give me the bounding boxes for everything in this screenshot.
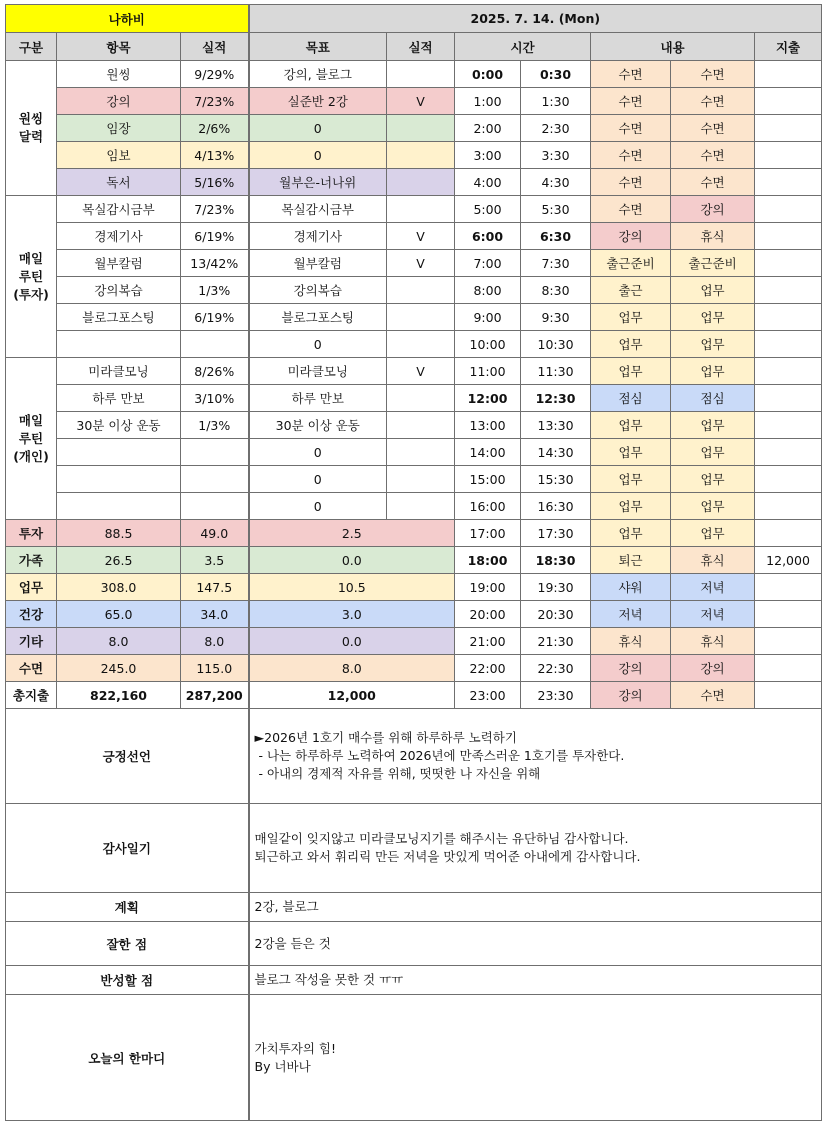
goal-cell[interactable]: 하루 만보 (249, 385, 387, 412)
activity-second-half[interactable]: 업무 (671, 493, 755, 520)
table-row (6, 412, 822, 439)
activity-second-half[interactable]: 수면 (671, 142, 755, 169)
activity-first-half[interactable]: 수면 (591, 61, 671, 88)
table-row (6, 142, 822, 169)
summary-label: 업무 (6, 574, 57, 601)
time-end: 20:30 (521, 601, 591, 628)
note-line: - 나는 하루하루 노력하여 2026년에 만족스러운 1호기를 투자한다. (254, 748, 625, 763)
table-row (6, 628, 822, 655)
activity-second-half[interactable]: 업무 (671, 277, 755, 304)
activity-second-half[interactable]: 수면 (671, 682, 755, 709)
daily-planner-sheet (5, 4, 822, 1121)
activity-first-half[interactable]: 업무 (591, 520, 671, 547)
activity-first-half[interactable]: 업무 (591, 493, 671, 520)
time-start: 15:00 (455, 466, 521, 493)
expense-cell[interactable] (755, 412, 822, 439)
check-cell[interactable] (387, 196, 455, 223)
note-line: ►2026년 1호기 매수를 위해 하루하루 노력하기 (254, 730, 517, 745)
category-routine-personal: 매일 루틴 (개인) (6, 358, 57, 520)
table-row (6, 61, 822, 88)
expense-cell[interactable] (755, 439, 822, 466)
expense-cell[interactable] (755, 601, 822, 628)
actual-cell[interactable]: 9/29% (181, 61, 249, 88)
item-cell[interactable] (57, 493, 181, 520)
col-header-goal: 목표 (249, 33, 387, 61)
activity-second-half[interactable]: 업무 (671, 439, 755, 466)
time-start: 10:00 (455, 331, 521, 358)
summary-actual[interactable]: 147.5 (181, 574, 249, 601)
time-end: 5:30 (521, 196, 591, 223)
item-cell[interactable]: 하루 만보 (57, 385, 181, 412)
activity-second-half[interactable]: 수면 (671, 115, 755, 142)
check-cell[interactable] (387, 277, 455, 304)
expense-cell[interactable] (755, 196, 822, 223)
summary-actual[interactable]: 34.0 (181, 601, 249, 628)
check-cell[interactable]: V (387, 358, 455, 385)
check-cell[interactable] (387, 385, 455, 412)
col-header-category: 구분 (6, 33, 57, 61)
note-content[interactable] (249, 804, 822, 893)
summary-label: 총지출 (6, 682, 57, 709)
summary-total[interactable]: 308.0 (57, 574, 181, 601)
expense-cell[interactable] (755, 493, 822, 520)
time-end: 8:30 (521, 277, 591, 304)
time-start: 4:00 (455, 169, 521, 196)
time-end: 21:30 (521, 628, 591, 655)
note-label: 긍정선언 (6, 709, 249, 804)
time-end: 7:30 (521, 250, 591, 277)
check-cell[interactable]: V (387, 250, 455, 277)
activity-first-half[interactable]: 업무 (591, 439, 671, 466)
check-cell[interactable] (387, 466, 455, 493)
goal-cell[interactable]: 월부칼럼 (249, 250, 387, 277)
date-cell[interactable]: 2025. 7. 14. (Mon) (249, 5, 822, 33)
time-end: 13:30 (521, 412, 591, 439)
activity-first-half[interactable]: 업무 (591, 358, 671, 385)
item-cell[interactable]: 월부칼럼 (57, 250, 181, 277)
note-line: 가치투자의 힘! (254, 1040, 336, 1056)
actual-cell[interactable]: 4/13% (181, 142, 249, 169)
time-start: 21:00 (455, 628, 521, 655)
activity-second-half[interactable]: 강의 (671, 196, 755, 223)
activity-first-half[interactable]: 출근 (591, 277, 671, 304)
activity-second-half[interactable]: 업무 (671, 520, 755, 547)
expense-cell[interactable] (755, 520, 822, 547)
check-cell[interactable] (387, 61, 455, 88)
goal-cell[interactable]: 강의, 블로그 (249, 61, 387, 88)
note-line: 퇴근하고 와서 휘리릭 만든 저녁을 맛있게 먹어준 아내에게 감사합니다. (254, 849, 641, 864)
note-label: 반성할 점 (6, 966, 249, 995)
item-cell[interactable]: 임보 (57, 142, 181, 169)
expense-cell[interactable] (755, 142, 822, 169)
note-row (6, 804, 822, 893)
expense-cell[interactable] (755, 88, 822, 115)
time-start: 16:00 (455, 493, 521, 520)
time-end: 11:30 (521, 358, 591, 385)
item-cell[interactable] (57, 439, 181, 466)
expense-cell[interactable]: 12,000 (755, 547, 822, 574)
check-cell[interactable] (387, 331, 455, 358)
time-start: 13:00 (455, 412, 521, 439)
item-cell[interactable] (57, 331, 181, 358)
check-cell[interactable] (387, 142, 455, 169)
item-cell[interactable]: 목실감시금부 (57, 196, 181, 223)
item-cell[interactable]: 강의 (57, 88, 181, 115)
check-cell[interactable] (387, 169, 455, 196)
goal-cell[interactable]: 0 (249, 466, 387, 493)
goal-cell[interactable]: 강의복습 (249, 277, 387, 304)
activity-first-half[interactable]: 출근준비 (591, 250, 671, 277)
expense-cell[interactable] (755, 331, 822, 358)
check-cell[interactable]: V (387, 88, 455, 115)
note-row (6, 893, 822, 922)
goal-cell[interactable]: 30분 이상 운동 (249, 412, 387, 439)
time-end: 15:30 (521, 466, 591, 493)
activity-second-half[interactable]: 업무 (671, 331, 755, 358)
summary-total[interactable]: 26.5 (57, 547, 181, 574)
time-start: 20:00 (455, 601, 521, 628)
actual-cell[interactable]: 1/3% (181, 412, 249, 439)
activity-second-half[interactable]: 저녁 (671, 601, 755, 628)
actual-cell[interactable] (181, 493, 249, 520)
time-start: 14:00 (455, 439, 521, 466)
summary-label: 기타 (6, 628, 57, 655)
time-start: 5:00 (455, 196, 521, 223)
item-cell[interactable]: 임장 (57, 115, 181, 142)
check-cell[interactable] (387, 115, 455, 142)
summary-total[interactable]: 245.0 (57, 655, 181, 682)
time-start: 8:00 (455, 277, 521, 304)
time-start: 19:00 (455, 574, 521, 601)
note-row (6, 995, 822, 1121)
note-label: 계획 (6, 893, 249, 922)
activity-first-half[interactable]: 휴식 (591, 628, 671, 655)
time-end: 14:30 (521, 439, 591, 466)
note-label: 감사일기 (6, 804, 249, 893)
expense-cell[interactable] (755, 655, 822, 682)
note-row (6, 966, 822, 995)
summary-total[interactable]: 88.5 (57, 520, 181, 547)
activity-first-half[interactable]: 퇴근 (591, 547, 671, 574)
activity-first-half[interactable]: 업무 (591, 304, 671, 331)
activity-second-half[interactable]: 업무 (671, 358, 755, 385)
time-end: 22:30 (521, 655, 591, 682)
time-start: 1:00 (455, 88, 521, 115)
note-label: 오늘의 한마디 (6, 995, 249, 1121)
check-cell[interactable]: V (387, 223, 455, 250)
actual-cell[interactable]: 7/23% (181, 88, 249, 115)
activity-first-half[interactable]: 저녁 (591, 601, 671, 628)
col-header-expense: 지출 (755, 33, 822, 61)
time-start: 9:00 (455, 304, 521, 331)
table-row (6, 493, 822, 520)
actual-cell[interactable] (181, 466, 249, 493)
expense-cell[interactable] (755, 250, 822, 277)
col-header-actual-check: 실적 (387, 33, 455, 61)
time-end: 6:30 (521, 223, 591, 250)
time-start: 6:00 (455, 223, 521, 250)
time-end: 16:30 (521, 493, 591, 520)
time-end: 1:30 (521, 88, 591, 115)
activity-first-half[interactable]: 수면 (591, 88, 671, 115)
activity-second-half[interactable]: 강의 (671, 655, 755, 682)
check-cell[interactable] (387, 304, 455, 331)
note-line: 2강, 블로그 (254, 899, 319, 914)
time-start: 11:00 (455, 358, 521, 385)
goal-cell[interactable]: 0 (249, 439, 387, 466)
note-content[interactable] (249, 922, 822, 966)
activity-first-half[interactable]: 강의 (591, 682, 671, 709)
actual-cell[interactable] (181, 439, 249, 466)
goal-cell[interactable]: 목실감시금부 (249, 196, 387, 223)
expense-cell[interactable] (755, 628, 822, 655)
summary-label: 가족 (6, 547, 57, 574)
activity-second-half[interactable]: 수면 (671, 61, 755, 88)
activity-first-half[interactable]: 샤워 (591, 574, 671, 601)
actual-cell[interactable]: 2/6% (181, 115, 249, 142)
note-line: By 너바나 (254, 1058, 311, 1074)
table-row (6, 547, 822, 574)
actual-cell[interactable]: 6/19% (181, 304, 249, 331)
expense-cell[interactable] (755, 574, 822, 601)
table-row (6, 601, 822, 628)
activity-second-half[interactable]: 점심 (671, 385, 755, 412)
time-start: 23:00 (455, 682, 521, 709)
goal-cell[interactable]: 미라클모닝 (249, 358, 387, 385)
note-content[interactable] (249, 893, 822, 922)
time-start: 2:00 (455, 115, 521, 142)
time-end: 19:30 (521, 574, 591, 601)
time-start: 18:00 (455, 547, 521, 574)
goal-cell[interactable]: 0 (249, 493, 387, 520)
activity-second-half[interactable]: 업무 (671, 466, 755, 493)
summary-goal[interactable]: 12,000 (249, 682, 455, 709)
note-content[interactable] (249, 709, 822, 804)
goal-cell[interactable]: 블로그포스팅 (249, 304, 387, 331)
expense-cell[interactable] (755, 61, 822, 88)
table-row (6, 277, 822, 304)
actual-cell[interactable]: 1/3% (181, 277, 249, 304)
col-header-item: 항목 (57, 33, 181, 61)
activity-second-half[interactable]: 휴식 (671, 547, 755, 574)
activity-second-half[interactable]: 수면 (671, 88, 755, 115)
category-routine-invest: 매일 루틴 (투자) (6, 196, 57, 358)
summary-total[interactable]: 65.0 (57, 601, 181, 628)
note-line: 블로그 작성을 못한 것 ㅠㅠ (254, 972, 404, 987)
table-row (6, 250, 822, 277)
expense-cell[interactable] (755, 358, 822, 385)
note-line: - 아내의 경제적 자유를 위해, 떳떳한 나 자신을 위해 (254, 766, 541, 781)
table-row (6, 574, 822, 601)
time-start: 17:00 (455, 520, 521, 547)
summary-goal[interactable]: 10.5 (249, 574, 455, 601)
col-header-time: 시간 (455, 33, 591, 61)
actual-cell[interactable]: 5/16% (181, 169, 249, 196)
owner-name-cell[interactable]: 나하비 (6, 5, 249, 33)
item-cell[interactable]: 경제기사 (57, 223, 181, 250)
summary-total[interactable]: 8.0 (57, 628, 181, 655)
summary-label: 건강 (6, 601, 57, 628)
summary-actual[interactable]: 49.0 (181, 520, 249, 547)
time-start: 3:00 (455, 142, 521, 169)
time-end: 3:30 (521, 142, 591, 169)
expense-cell[interactable] (755, 304, 822, 331)
expense-cell[interactable] (755, 277, 822, 304)
table-row (6, 88, 822, 115)
summary-total[interactable]: 822,160 (57, 682, 181, 709)
expense-cell[interactable] (755, 466, 822, 493)
goal-cell[interactable]: 0 (249, 115, 387, 142)
time-end: 18:30 (521, 547, 591, 574)
goal-cell[interactable]: 실준반 2강 (249, 88, 387, 115)
table-row (6, 196, 822, 223)
goal-cell[interactable]: 0 (249, 142, 387, 169)
summary-goal[interactable]: 0.0 (249, 547, 455, 574)
time-end: 23:30 (521, 682, 591, 709)
time-start: 0:00 (455, 61, 521, 88)
expense-cell[interactable] (755, 385, 822, 412)
activity-second-half[interactable]: 출근준비 (671, 250, 755, 277)
summary-actual[interactable]: 115.0 (181, 655, 249, 682)
table-row (6, 655, 822, 682)
item-cell[interactable]: 30분 이상 운동 (57, 412, 181, 439)
actual-cell[interactable]: 13/42% (181, 250, 249, 277)
activity-first-half[interactable]: 강의 (591, 223, 671, 250)
activity-second-half[interactable]: 업무 (671, 304, 755, 331)
goal-cell[interactable]: 월부은-너나위 (249, 169, 387, 196)
time-end: 12:30 (521, 385, 591, 412)
summary-goal[interactable]: 8.0 (249, 655, 455, 682)
summary-label: 수면 (6, 655, 57, 682)
activity-first-half[interactable]: 수면 (591, 169, 671, 196)
note-row (6, 709, 822, 804)
table-row (6, 223, 822, 250)
activity-first-half[interactable]: 수면 (591, 115, 671, 142)
activity-second-half[interactable]: 업무 (671, 412, 755, 439)
item-cell[interactable]: 미라클모닝 (57, 358, 181, 385)
activity-first-half[interactable]: 강의 (591, 655, 671, 682)
time-end: 9:30 (521, 304, 591, 331)
activity-second-half[interactable]: 휴식 (671, 223, 755, 250)
activity-first-half[interactable]: 업무 (591, 466, 671, 493)
actual-cell[interactable]: 7/23% (181, 196, 249, 223)
check-cell[interactable] (387, 439, 455, 466)
goal-cell[interactable]: 0 (249, 331, 387, 358)
col-header-content: 내용 (591, 33, 755, 61)
table-row (6, 385, 822, 412)
table-row (6, 682, 822, 709)
activity-first-half[interactable]: 업무 (591, 412, 671, 439)
activity-second-half[interactable]: 저녁 (671, 574, 755, 601)
item-cell[interactable]: 블로그포스팅 (57, 304, 181, 331)
activity-second-half[interactable]: 휴식 (671, 628, 755, 655)
item-cell[interactable]: 원씽 (57, 61, 181, 88)
expense-cell[interactable] (755, 169, 822, 196)
table-row (6, 169, 822, 196)
actual-cell[interactable]: 6/19% (181, 223, 249, 250)
time-end: 0:30 (521, 61, 591, 88)
table-row (6, 439, 822, 466)
category-wonsseung: 원씽 달력 (6, 61, 57, 196)
note-row (6, 922, 822, 966)
note-line: 2강을 듣은 것 (254, 935, 331, 951)
summary-actual[interactable]: 8.0 (181, 628, 249, 655)
expense-cell[interactable] (755, 115, 822, 142)
time-end: 17:30 (521, 520, 591, 547)
item-cell[interactable]: 강의복습 (57, 277, 181, 304)
note-label: 잘한 점 (6, 922, 249, 966)
time-end: 2:30 (521, 115, 591, 142)
check-cell[interactable] (387, 493, 455, 520)
check-cell[interactable] (387, 412, 455, 439)
col-header-actual: 실적 (181, 33, 249, 61)
item-cell[interactable] (57, 466, 181, 493)
expense-cell[interactable] (755, 682, 822, 709)
table-row (6, 115, 822, 142)
summary-actual[interactable]: 3.5 (181, 547, 249, 574)
table-row (6, 520, 822, 547)
actual-cell[interactable]: 8/26% (181, 358, 249, 385)
note-content[interactable] (249, 995, 822, 1121)
time-start: 7:00 (455, 250, 521, 277)
table-row (6, 331, 822, 358)
item-cell[interactable]: 독서 (57, 169, 181, 196)
table-row (6, 304, 822, 331)
summary-goal[interactable]: 3.0 (249, 601, 455, 628)
time-end: 10:30 (521, 331, 591, 358)
time-end: 4:30 (521, 169, 591, 196)
summary-goal[interactable]: 0.0 (249, 628, 455, 655)
activity-first-half[interactable]: 업무 (591, 331, 671, 358)
time-start: 12:00 (455, 385, 521, 412)
table-row (6, 466, 822, 493)
time-start: 22:00 (455, 655, 521, 682)
actual-cell[interactable] (181, 331, 249, 358)
note-line: 매일같이 잊지않고 미라클모닝지기를 해주시는 유단하님 감사합니다. (254, 831, 629, 846)
actual-cell[interactable]: 3/10% (181, 385, 249, 412)
expense-cell[interactable] (755, 223, 822, 250)
summary-goal[interactable]: 2.5 (249, 520, 455, 547)
activity-first-half[interactable]: 점심 (591, 385, 671, 412)
activity-first-half[interactable]: 수면 (591, 196, 671, 223)
table-row (6, 358, 822, 385)
summary-actual[interactable]: 287,200 (181, 682, 249, 709)
note-content[interactable] (249, 966, 822, 995)
goal-cell[interactable]: 경제기사 (249, 223, 387, 250)
activity-second-half[interactable]: 수면 (671, 169, 755, 196)
summary-label: 투자 (6, 520, 57, 547)
activity-first-half[interactable]: 수면 (591, 142, 671, 169)
